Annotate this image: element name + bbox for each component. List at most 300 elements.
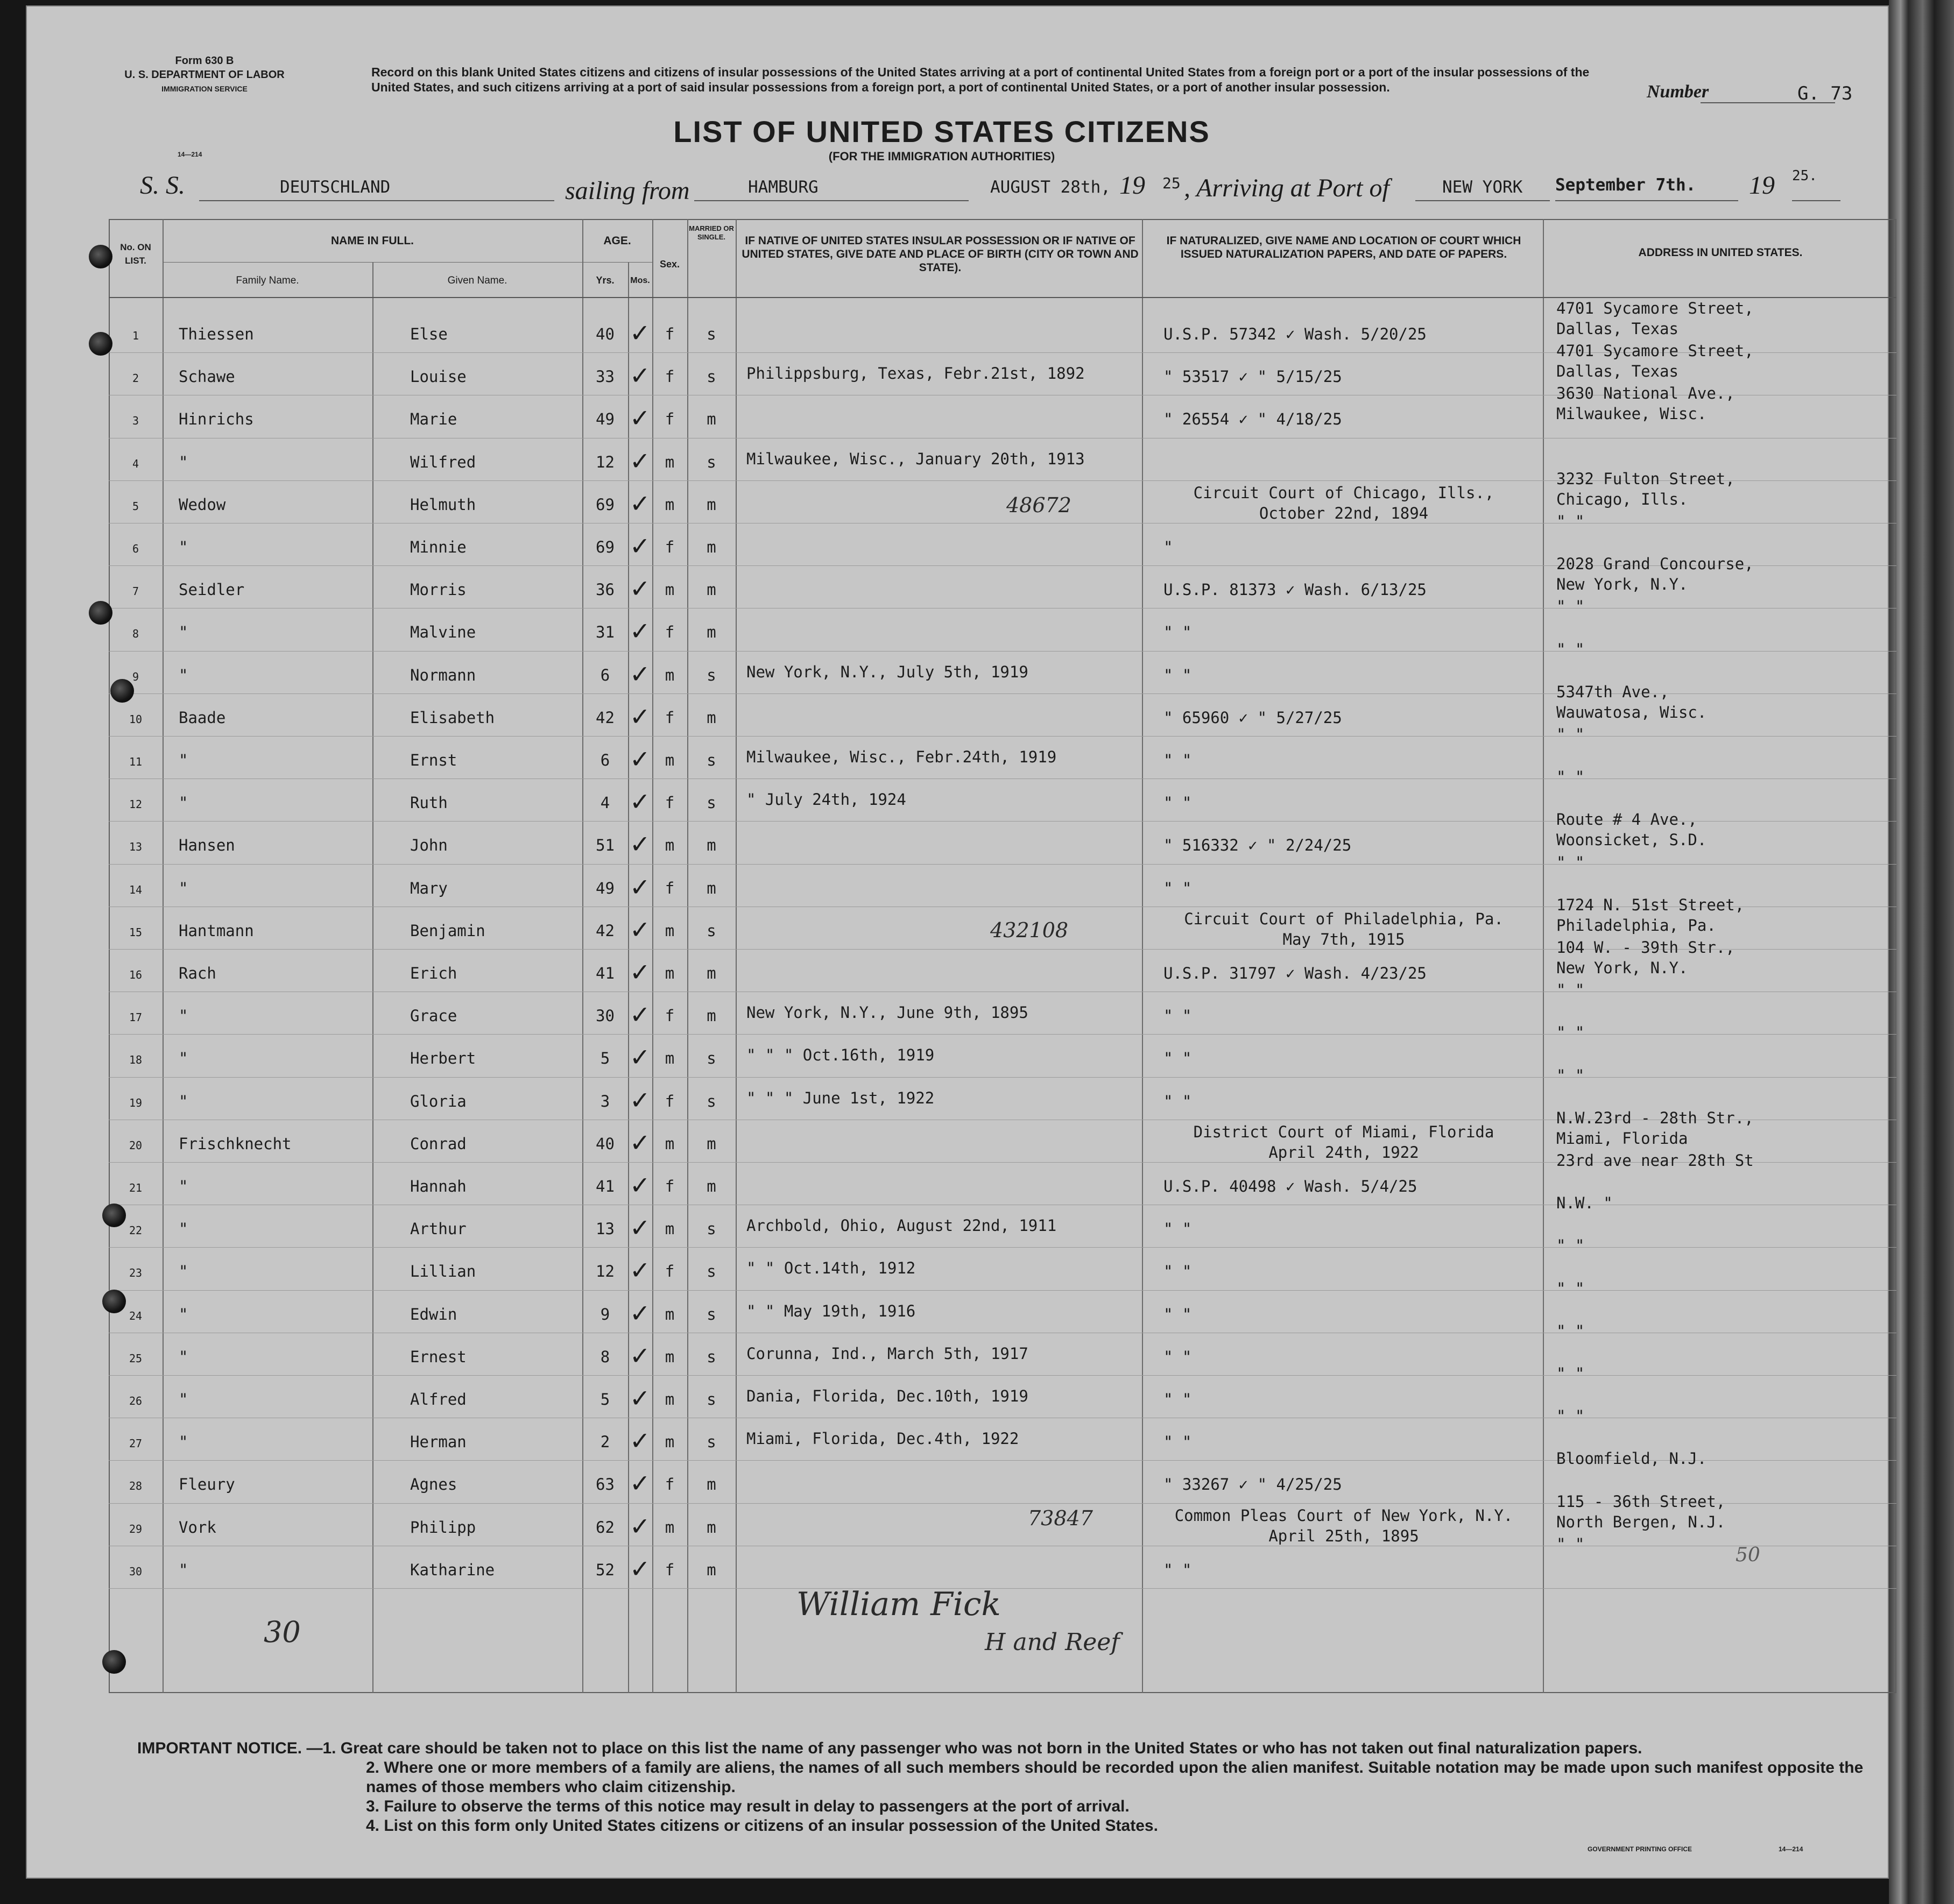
marital-status: m: [707, 495, 716, 514]
age-years: 63: [596, 1475, 615, 1494]
family-name: ": [179, 1092, 188, 1110]
punch-hole: [89, 601, 112, 625]
form-service: IMMIGRATION SERVICE: [161, 84, 248, 93]
given-name: Agnes: [410, 1475, 457, 1494]
marital-status: s: [707, 452, 716, 471]
checkmark-icon: ✓: [630, 787, 651, 817]
arriving-label: , Arriving at Port of: [1184, 174, 1389, 202]
col-header-no: No. ON LIST.: [120, 242, 151, 266]
family-name: Schawe: [179, 367, 235, 386]
age-years: 5: [600, 1049, 610, 1068]
marital-status: m: [707, 836, 716, 855]
address-line-1: Bloomfield, N.J.: [1556, 1449, 1707, 1468]
address-line-2: Philadelphia, Pa.: [1556, 916, 1716, 935]
marital-status: m: [707, 1560, 716, 1579]
depart-date: AUGUST 28th,: [990, 178, 1111, 197]
marital-status: s: [707, 325, 716, 343]
age-years: 3: [600, 1092, 610, 1110]
marital-status: m: [707, 1134, 716, 1153]
checkmark-icon: ✓: [630, 958, 651, 987]
arrival-year: 25.: [1792, 168, 1817, 184]
age-years: 49: [596, 410, 615, 429]
sex: m: [665, 666, 675, 684]
checkmark-icon: ✓: [630, 1554, 651, 1583]
ship-name: DEUTSCHLAND: [280, 178, 391, 197]
marital-status: m: [707, 1475, 716, 1494]
form-code-bottom: 14—214: [1779, 1845, 1803, 1853]
checkmark-icon: ✓: [630, 659, 651, 689]
address-line-1: " ": [1556, 768, 1585, 787]
address-line-1: " ": [1556, 1066, 1585, 1085]
family-name: ": [179, 1220, 188, 1238]
checkmark-icon: ✓: [630, 617, 651, 646]
marital-status: m: [707, 1177, 716, 1195]
col-header-name: NAME IN FULL.: [331, 235, 414, 247]
marital-status: s: [707, 1262, 716, 1281]
checkmark-icon: ✓: [630, 1256, 651, 1285]
col-header-address: ADDRESS IN UNITED STATES.: [1638, 246, 1803, 259]
address-line-2: Dallas, Texas: [1556, 320, 1678, 338]
birth-date-place: " " Oct.14th, 1912: [746, 1259, 916, 1278]
checkmark-icon: ✓: [630, 1043, 651, 1072]
naturalization-record: U.S.P. 81373 ✓ Wash. 6/13/25: [1163, 581, 1427, 599]
checkmark-icon: ✓: [630, 318, 651, 348]
address-line-1: 23rd ave near 28th St: [1556, 1151, 1754, 1170]
row-number: 24: [129, 1309, 143, 1322]
given-name: Ernst: [410, 751, 457, 769]
age-years: 62: [596, 1518, 615, 1537]
marital-status: s: [707, 1049, 716, 1068]
given-name: Gloria: [410, 1092, 467, 1110]
marital-status: m: [707, 1007, 716, 1025]
given-name: Benjamin: [410, 921, 485, 940]
checkmark-icon: ✓: [630, 574, 651, 604]
birth-date-place: New York, N.Y., July 5th, 1919: [746, 662, 1028, 681]
marital-status: s: [707, 1305, 716, 1323]
given-name: Lillian: [410, 1262, 476, 1281]
address-line-1: 3630 National Ave.,: [1556, 384, 1735, 403]
naturalization-record: " ": [1163, 623, 1192, 642]
address-line-1: 1724 N. 51st Street,: [1556, 895, 1745, 914]
checkmark-icon: ✓: [630, 1171, 651, 1200]
birth-date-place: " July 24th, 1924: [746, 790, 906, 809]
number-value: G. 73: [1797, 83, 1853, 104]
naturalization-record: U.S.P. 40498 ✓ Wash. 5/4/25: [1163, 1177, 1417, 1195]
given-name: Ruth: [410, 794, 448, 812]
family-name: Frischknecht: [179, 1134, 292, 1153]
row-number: 8: [132, 627, 139, 641]
arrival-date: September 7th.: [1555, 175, 1696, 195]
family-name: Seidler: [179, 581, 245, 599]
sex: f: [665, 410, 675, 429]
sex: m: [665, 1347, 675, 1366]
naturalization-court: Common Pleas Court of New York, N.Y.: [1174, 1506, 1513, 1525]
checkmark-icon: ✓: [630, 446, 651, 476]
naturalization-record: " ": [1163, 1262, 1192, 1281]
row-number: 26: [129, 1395, 143, 1407]
given-name: Mary: [410, 879, 448, 897]
sex: f: [665, 367, 675, 386]
naturalization-record: " ": [1163, 1347, 1192, 1366]
marital-status: m: [707, 708, 716, 727]
page-edge-strip: [1889, 0, 1954, 1904]
address-line-2: North Bergen, N.J.: [1556, 1512, 1726, 1531]
marital-status: s: [707, 666, 716, 684]
age-years: 9: [600, 1305, 610, 1323]
given-name: Herbert: [410, 1049, 476, 1068]
naturalization-record: " 516332 ✓ " 2/24/25: [1163, 836, 1352, 855]
arrival-year-prefix: 19: [1749, 171, 1775, 200]
sex: m: [665, 751, 675, 769]
col-header-native: IF NATIVE OF UNITED STATES INSULAR POSSESSION OR IF NATIVE OF UNITED STATES, GIVE DATE AND PLACE OF BIRTH (CITY OR TOWN AND STATE).: [742, 235, 1139, 274]
row-number: 9: [132, 670, 139, 683]
age-years: 42: [596, 708, 615, 727]
form-identifier: [86, 54, 323, 96]
sex: f: [665, 623, 675, 642]
checkmark-icon: ✓: [630, 1213, 651, 1243]
age-years: 49: [596, 879, 615, 897]
birth-date-place: New York, N.Y., June 9th, 1895: [746, 1003, 1028, 1022]
naturalization-record: " 26554 ✓ " 4/18/25: [1163, 410, 1342, 429]
marital-status: m: [707, 410, 716, 429]
marital-status: m: [707, 581, 716, 599]
given-name: Hannah: [410, 1177, 467, 1195]
given-name: Wilfred: [410, 452, 476, 471]
signature-line-2: H and Reef: [985, 1629, 1120, 1656]
given-name: Alfred: [410, 1390, 467, 1408]
notice-title: IMPORTANT NOTICE.: [137, 1739, 302, 1757]
sex: m: [665, 1134, 675, 1153]
given-name: John: [410, 836, 448, 855]
checkmark-icon: ✓: [630, 1000, 651, 1030]
page-mark: 50: [1736, 1544, 1760, 1566]
naturalization-date: October 22nd, 1894: [1259, 504, 1429, 522]
marital-status: s: [707, 751, 716, 769]
birth-date-place: Milwaukee, Wisc., Febr.24th, 1919: [746, 748, 1057, 766]
sex: m: [665, 495, 675, 514]
age-years: 6: [600, 666, 610, 684]
birth-date-place: " " May 19th, 1916: [746, 1301, 916, 1320]
family-name: ": [179, 794, 188, 812]
checkmark-icon: ✓: [630, 745, 651, 774]
given-name: Grace: [410, 1007, 457, 1025]
age-years: 30: [596, 1007, 615, 1025]
marital-status: s: [707, 1390, 716, 1408]
naturalization-record: " 53517 ✓ " 5/15/25: [1163, 367, 1342, 386]
given-name: Conrad: [410, 1134, 467, 1153]
family-name: Rach: [179, 964, 216, 982]
row-number: 7: [132, 585, 139, 598]
sex: m: [665, 964, 675, 982]
naturalization-record: U.S.P. 57342 ✓ Wash. 5/20/25: [1163, 325, 1427, 343]
given-name: Malvine: [410, 623, 476, 642]
address-line-1: " ": [1556, 1023, 1585, 1042]
marital-status: m: [707, 879, 716, 897]
naturalization-record: ": [1163, 538, 1173, 556]
address-line-1: " ": [1556, 1534, 1585, 1553]
age-years: 69: [596, 538, 615, 556]
sex: f: [665, 879, 675, 897]
margin-number-3: 73847: [1028, 1506, 1093, 1530]
sex: m: [665, 921, 675, 940]
row-number: 10: [129, 712, 143, 726]
address-line-1: " ": [1556, 853, 1585, 872]
given-name: Katharine: [410, 1560, 495, 1579]
age-years: 6: [600, 751, 610, 769]
row-number: 25: [129, 1351, 143, 1365]
family-name: Thiessen: [179, 325, 254, 343]
age-years: 41: [596, 1177, 615, 1195]
notice-item-2: 2. Where one or more members of a family are aliens, the names of all such members should be recorded upon the alien manifest. Suitable notation may be made upon such manifest opposite the names of those members who claim citizenship.: [366, 1759, 1864, 1796]
naturalization-record: U.S.P. 31797 ✓ Wash. 4/23/25: [1163, 964, 1427, 982]
family-name: ": [179, 879, 188, 897]
notice-item-4: 4. List on this form only United States citizens or citizens of an insular possession of the United States.: [366, 1817, 1158, 1835]
naturalization-record: " ": [1163, 1092, 1192, 1110]
marital-status: s: [707, 1220, 716, 1238]
naturalization-court: District Court of Miami, Florida: [1193, 1122, 1494, 1141]
age-years: 41: [596, 964, 615, 982]
checkmark-icon: ✓: [630, 489, 651, 518]
col-header-naturalized: IF NATURALIZED, GIVE NAME AND LOCATION OF COURT WHICH ISSUED NATURALIZATION PAPERS, AND DATE OF PAPERS.: [1166, 235, 1521, 260]
address-line-2: Milwaukee, Wisc.: [1556, 405, 1707, 423]
marital-status: m: [707, 623, 716, 642]
row-number: 11: [129, 755, 143, 768]
address-line-1: Route # 4 Ave.,: [1556, 810, 1697, 829]
important-notice: [137, 1739, 1881, 1836]
sex: f: [665, 1007, 675, 1025]
checkmark-icon: ✓: [630, 1511, 651, 1541]
family-name: Vork: [179, 1518, 216, 1537]
address-line-1: 115 - 36th Street,: [1556, 1492, 1726, 1511]
sex: f: [665, 1262, 675, 1281]
col-header-mos: Mos.: [630, 276, 650, 285]
address-line-2: New York, N.Y.: [1556, 959, 1688, 977]
marital-status: s: [707, 1092, 716, 1110]
depart-year-prefix: 19: [1119, 171, 1145, 200]
address-line-1: 4701 Sycamore Street,: [1556, 342, 1754, 360]
margin-number-1: 48672: [1006, 493, 1071, 517]
checkmark-icon: ✓: [630, 915, 651, 944]
sex: m: [665, 581, 675, 599]
row-number: 27: [129, 1437, 143, 1450]
sex: f: [665, 708, 675, 727]
punch-hole: [102, 1204, 126, 1227]
address-line-2: Wauwatosa, Wisc.: [1556, 703, 1707, 721]
given-name: Philipp: [410, 1518, 476, 1537]
given-name: Helmuth: [410, 495, 476, 514]
given-name: Herman: [410, 1433, 467, 1452]
birth-date-place: Archbold, Ohio, August 22nd, 1911: [746, 1216, 1057, 1235]
col-header-sex: Sex.: [659, 259, 680, 270]
sex: f: [665, 325, 675, 343]
family-name: Hinrichs: [179, 410, 254, 429]
address-line-2: Miami, Florida: [1556, 1129, 1688, 1148]
naturalization-date: May 7th, 1915: [1282, 930, 1405, 949]
address-line-2: Chicago, Ills.: [1556, 490, 1688, 508]
manifest-sheet: [26, 5, 1889, 1879]
naturalization-date: April 24th, 1922: [1268, 1143, 1419, 1162]
row-number: 23: [129, 1266, 143, 1280]
naturalization-record: " ": [1163, 1433, 1192, 1452]
address-line-1: 5347th Ave.,: [1556, 682, 1669, 701]
sex: m: [665, 1220, 675, 1238]
row-number: 5: [132, 499, 139, 513]
form-department: U. S. DEPARTMENT OF LABOR: [124, 69, 285, 81]
checkmark-icon: ✓: [630, 532, 651, 561]
address-line-1: N.W. ": [1556, 1194, 1613, 1213]
marital-status: s: [707, 1433, 716, 1452]
given-name: Minnie: [410, 538, 467, 556]
address-line-2: Woonsicket, S.D.: [1556, 831, 1707, 850]
age-years: 33: [596, 367, 615, 386]
family-name: ": [179, 1007, 188, 1025]
age-years: 4: [600, 794, 610, 812]
row-number: 16: [129, 968, 143, 981]
row-number: 3: [132, 414, 139, 428]
given-name: Morris: [410, 581, 467, 599]
row-number: 19: [129, 1096, 143, 1109]
family-name: Hansen: [179, 836, 235, 855]
margin-number-2: 432108: [990, 918, 1069, 942]
birth-date-place: " " " June 1st, 1922: [746, 1088, 935, 1107]
col-header-yrs: Yrs.: [596, 275, 615, 286]
naturalization-record: " ": [1163, 666, 1192, 684]
address-line-1: " ": [1556, 725, 1585, 744]
address-line-1: " ": [1556, 1364, 1585, 1383]
family-name: ": [179, 1390, 188, 1408]
age-years: 12: [596, 1262, 615, 1281]
family-name: ": [179, 1305, 188, 1323]
passenger-table: [109, 219, 1896, 1693]
age-years: 5: [600, 1390, 610, 1408]
family-name: ": [179, 751, 188, 769]
checkmark-icon: ✓: [630, 702, 651, 731]
ss-label: S. S.: [140, 171, 185, 200]
naturalization-record: " ": [1163, 1305, 1192, 1323]
row-number: 1: [132, 329, 139, 342]
age-years: 42: [596, 921, 615, 940]
page-subtitle: (FOR THE IMMIGRATION AUTHORITIES): [828, 150, 1055, 163]
sex: m: [665, 1390, 675, 1408]
given-name: Normann: [410, 666, 476, 684]
number-label: Number: [1647, 82, 1709, 102]
family-name: ": [179, 1433, 188, 1452]
naturalization-record: " ": [1163, 1007, 1192, 1025]
punch-hole: [89, 332, 112, 356]
row-number: 14: [129, 883, 143, 896]
checkmark-icon: ✓: [630, 404, 651, 433]
family-name: ": [179, 1049, 188, 1068]
age-years: 69: [596, 495, 615, 514]
depart-year: 25: [1162, 174, 1181, 192]
checkmark-icon: ✓: [630, 872, 651, 902]
punch-hole: [89, 245, 112, 268]
birth-date-place: Philippsburg, Texas, Febr.21st, 1892: [746, 364, 1085, 383]
age-years: 51: [596, 836, 615, 855]
row-number: 29: [129, 1522, 143, 1535]
family-name: ": [179, 538, 188, 556]
age-years: 2: [600, 1433, 610, 1452]
address-line-1: 104 W. - 39th Str.,: [1556, 938, 1735, 957]
from-port: HAMBURG: [748, 178, 819, 197]
col-header-married: MARRIED OR SINGLE.: [689, 224, 734, 241]
row-number: 28: [129, 1480, 143, 1493]
given-name: Louise: [410, 367, 467, 386]
address-line-1: " ": [1556, 1236, 1585, 1255]
form-number: Form 630 B: [175, 55, 234, 67]
address-line-1: " ": [1556, 512, 1585, 530]
sex: f: [665, 794, 675, 812]
punch-hole: [110, 679, 134, 703]
marital-status: m: [707, 1518, 716, 1537]
birth-date-place: Dania, Florida, Dec.10th, 1919: [746, 1387, 1028, 1405]
given-name: Erich: [410, 964, 457, 982]
row-number: 22: [129, 1224, 143, 1237]
sex: f: [665, 1092, 675, 1110]
family-name: ": [179, 623, 188, 642]
col-header-given: Given Name.: [447, 275, 507, 286]
col-header-age: AGE.: [603, 235, 631, 247]
naturalization-record: " ": [1163, 751, 1192, 769]
punch-hole: [102, 1650, 126, 1674]
birth-date-place: Milwaukee, Wisc., January 20th, 1913: [746, 449, 1085, 468]
row-number: 2: [132, 372, 139, 385]
naturalization-court: Circuit Court of Chicago, Ills.,: [1193, 483, 1494, 502]
sex: f: [665, 1475, 675, 1494]
checkmark-icon: ✓: [630, 1469, 651, 1498]
row-number: 21: [129, 1181, 143, 1194]
row-number: 13: [129, 840, 143, 854]
age-years: 12: [596, 452, 615, 471]
family-name: Hantmann: [179, 921, 254, 940]
address-line-1: 4701 Sycamore Street,: [1556, 299, 1754, 317]
naturalization-record: " 65960 ✓ " 5/27/25: [1163, 708, 1342, 727]
checkmark-icon: ✓: [630, 1085, 651, 1115]
family-name: Wedow: [179, 495, 226, 514]
sailing-label: sailing from: [565, 176, 690, 205]
sex: f: [665, 1177, 675, 1195]
age-years: 52: [596, 1560, 615, 1579]
row-number: 6: [132, 542, 139, 555]
row-number: 30: [129, 1565, 143, 1578]
address-line-2: New York, N.Y.: [1556, 575, 1688, 594]
age-years: 13: [596, 1220, 615, 1238]
given-name: Elisabeth: [410, 708, 495, 727]
address-line-1: " ": [1556, 1407, 1585, 1426]
address-line-1: 3232 Fulton Street,: [1556, 469, 1735, 488]
naturalization-record: " ": [1163, 1049, 1192, 1068]
address-line-2: Dallas, Texas: [1556, 362, 1678, 381]
naturalization-date: April 25th, 1895: [1268, 1526, 1419, 1545]
address-line-1: " ": [1556, 981, 1585, 1000]
row-number: 20: [129, 1138, 143, 1152]
age-years: 36: [596, 581, 615, 599]
marital-status: s: [707, 921, 716, 940]
sex: f: [665, 1560, 675, 1579]
given-name: Else: [410, 325, 448, 343]
sex: f: [665, 538, 675, 556]
row-number: 12: [129, 798, 143, 811]
marital-status: s: [707, 367, 716, 386]
row-number: 18: [129, 1053, 143, 1067]
printer-credit: GOVERNMENT PRINTING OFFICE: [1588, 1845, 1692, 1853]
given-name: Arthur: [410, 1220, 467, 1238]
naturalization-court: Circuit Court of Philadelphia, Pa.: [1184, 909, 1504, 928]
punch-hole: [102, 1290, 126, 1313]
sex: m: [665, 1518, 675, 1537]
address-line-1: 2028 Grand Concourse,: [1556, 555, 1754, 574]
address-line-1: N.W.23rd - 28th Str.,: [1556, 1108, 1754, 1127]
